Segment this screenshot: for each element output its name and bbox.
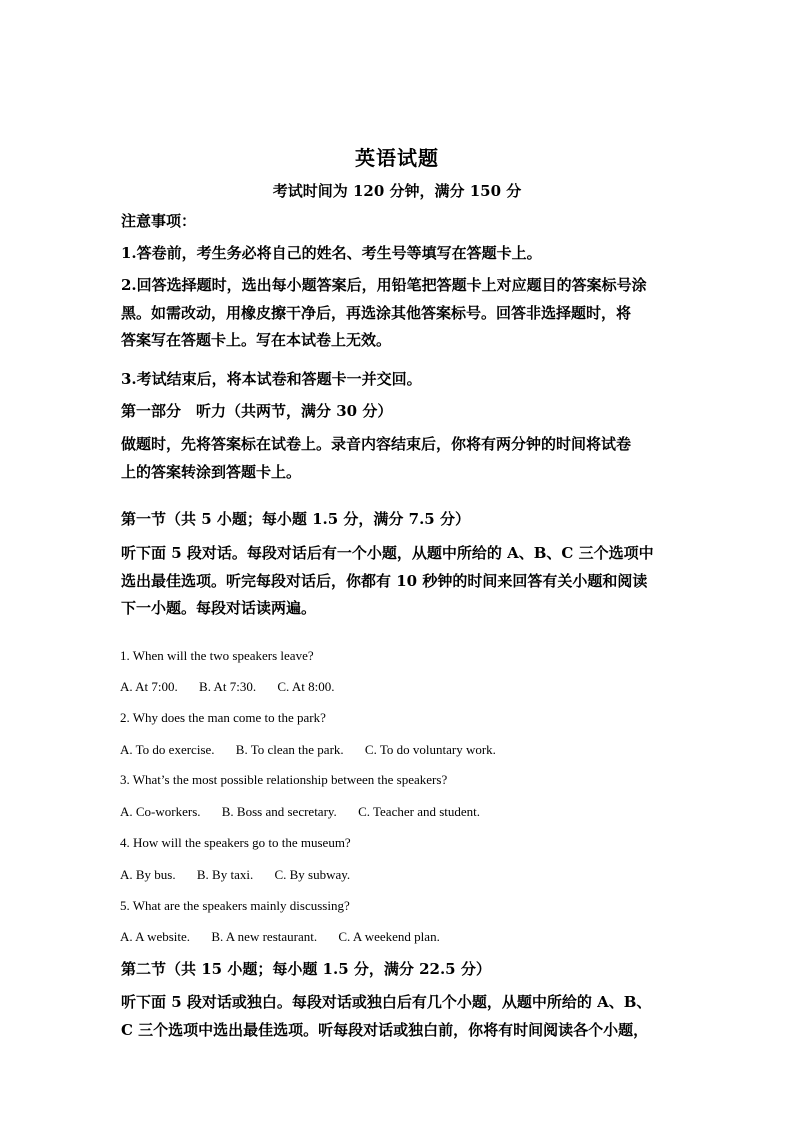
option-b: B. At 7:30. [199,679,257,694]
option-c: C. By subway. [274,867,351,882]
question-4-options [120,867,368,883]
question-3-options [120,804,498,820]
section2-instruction-line: C 三个选项中选出最佳选项。听每段对话或独白前，你将有时间阅读各个小题， [121,1020,649,1039]
section2-heading: 第二节（共 15 小题；每小题 1.5 分，满分 22.5 分） [121,960,491,978]
option-c: C. A weekend plan. [338,929,440,944]
question-5-options [120,929,458,945]
question-4: 4. How will the speakers go to the museum? [120,835,351,850]
option-b: B. By taxi. [196,867,254,882]
section2-instruction-line: 听下面 5 段对话或独白。每段对话或独白后有几个小题，从题中所给的 A、B、 [121,993,652,1011]
option-c: C. Teacher and student. [358,804,481,819]
option-a: A. At 7:00. [120,679,178,694]
question-1-options [120,679,352,695]
question-1: 1. When will the two speakers leave? [120,648,314,663]
section1-instructions [121,540,681,623]
page-title: 英语试题 [355,146,439,170]
section1-instruction-line: 下一小题。每段对话读两遍。 [121,599,317,617]
question-2: 2. Why does the man come to the park? [120,710,326,725]
notice-heading: 注意事项： [121,212,197,230]
option-b: B. To clean the park. [235,742,344,757]
option-a: A. To do exercise. [120,742,215,757]
page-subtitle: 考试时间为 120 分钟，满分 150 分 [272,182,522,200]
section1-instruction-line: 听下面 5 段对话。每段对话后有一个小题，从题中所给的 A、B、C 三个选项中 [121,544,654,562]
part1-instruction-line: 上的答案转涂到答题卡上。 [121,462,302,481]
question-3: 3. What’s the most possible relationship between the speakers? [120,772,448,787]
option-b: B. A new restaurant. [211,929,318,944]
part1-heading: 第一部分 听力（共两节，满分 30 分） [121,402,393,420]
question-2-options [120,742,514,758]
question-5: 5. What are the speakers mainly discussing? [120,898,350,913]
section1-instruction-line: 选出最佳选项。听完每段对话后，你都有 10 秒钟的时间来回答有关小题和阅读 [121,571,648,590]
option-a: A. A website. [120,929,191,944]
section2-instructions [121,989,681,1044]
option-a: A. Co-workers. [120,804,201,819]
notice-item-2 [121,272,681,355]
option-a: A. By bus. [120,867,176,882]
part1-instructions [121,431,681,486]
notice-item-2-line: 答案写在答题卡上。写在本试卷上无效。 [121,331,392,349]
part1-instruction-line: 做题时，先将答案标在试卷上。录音内容结束后，你将有两分钟的时间将试卷 [121,435,632,453]
notice-item-1: 1.答卷前，考生务必将自己的姓名、考生号等填写在答题卡上。 [121,244,542,262]
option-c: C. At 8:00. [277,679,335,694]
notice-item-2-line: 黑。如需改动，用橡皮擦干净后，再选涂其他答案标号。回答非选择题时，将 [121,303,632,322]
option-b: B. Boss and secretary. [221,804,337,819]
notice-item-3: 3.考试结束后，将本试卷和答题卡一并交回。 [121,370,422,388]
option-c: C. To do voluntary work. [364,742,496,757]
section1-heading: 第一节（共 5 小题；每小题 1.5 分，满分 7.5 分） [121,510,470,528]
notice-item-2-line: 2.回答选择题时，选出每小题答案后，用铅笔把答题卡上对应题目的答案标号涂 [121,276,647,294]
